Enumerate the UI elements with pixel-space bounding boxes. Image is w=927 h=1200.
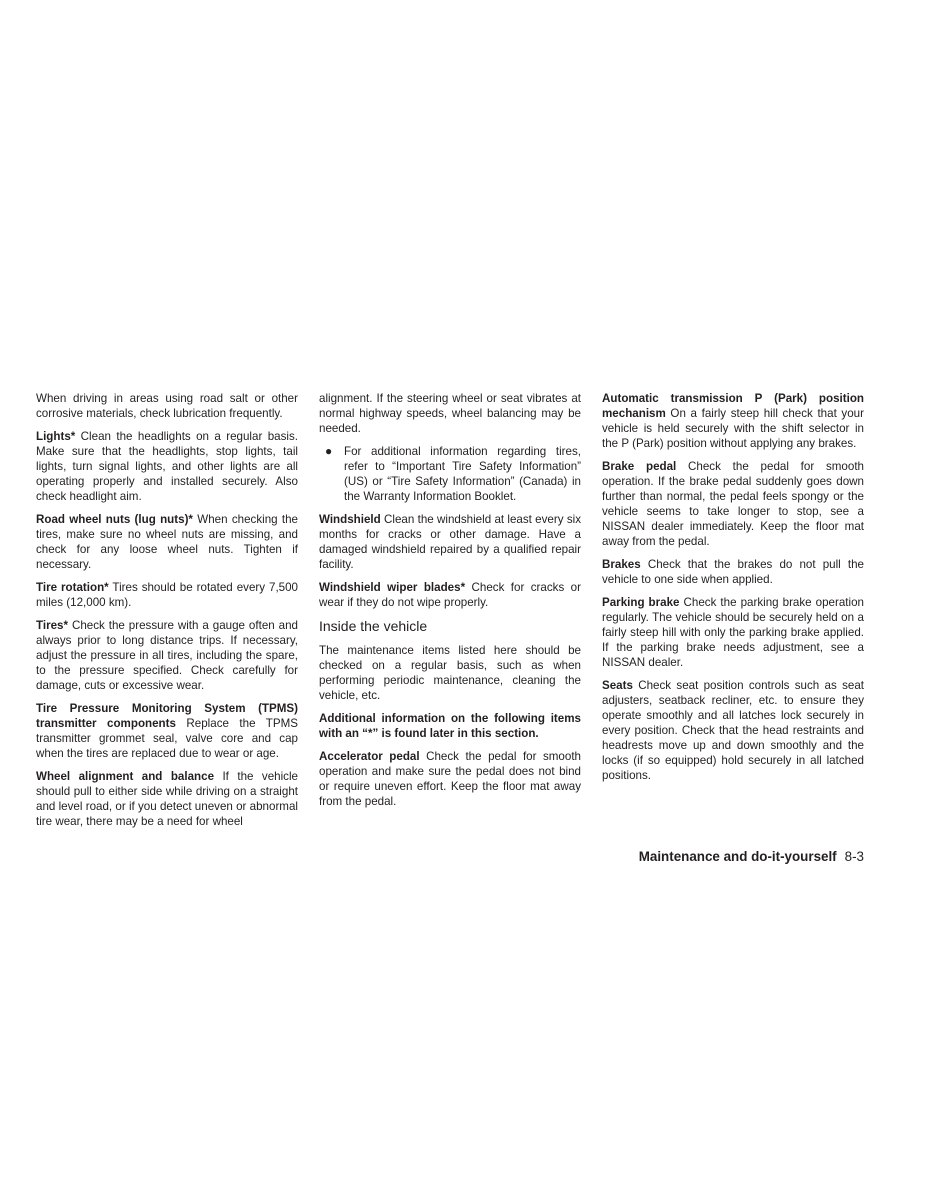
item-text: Clean the windshield at least every six months for cracks or other damage. Have a damaged windshield repaired by a qualified repair facility. [319,513,581,571]
item-lights [36,429,298,504]
item-term: Lights* [36,430,76,443]
item-text: Check the pressure with a gauge often and always prior to long distance trips. If necessary, adjust the pressure in all tires, including the spare, to the pressure specified. Check carefully for damage, cuts or excessive wear. [36,619,298,692]
item-text: Check for cracks or wear if they do not wipe properly. [319,581,581,609]
additional-info-note: Additional information on the following items with an “*” is found later in this section. [319,712,581,740]
item-brake-pedal [602,459,864,549]
item-text: Check seat position controls such as seat adjusters, seatback recliner, etc. to ensure they operate smoothly and all latches lock securely in every position. Check that the head restraints and headrests move up and down smoothly and the locks (if so equipped) hold securely in all latched positions. [602,679,864,782]
item-term: Tire rotation* [36,581,109,594]
item-text: When checking the tires, make sure no wheel nuts are missing, and check for any loose wheel nuts. Tighten if necessary. [36,513,298,571]
intro-paragraph: When driving in areas using road salt or other corrosive materials, check lubrication frequently. [36,392,298,420]
item-text: Check the parking brake operation regularly. The vehicle should be securely held on a fairly steep hill with only the parking brake applied. If the parking brake needs adjustment, see a NISSAN dealer. [602,596,864,669]
item-tire-rotation [36,580,298,610]
item-text: Check that the brakes do not pull the vehicle to one side when applied. [602,558,864,586]
page-footer [639,849,864,865]
item-text: On a fairly steep hill check that your vehicle is held securely with the shift selector in the P (Park) position without applying any brakes. [602,407,864,450]
item-wheel-alignment [36,769,298,829]
item-term: Parking brake [602,596,680,609]
section-title: Maintenance and do-it-yourself [638,849,837,864]
item-tires [36,618,298,693]
item-text: Tires should be rotated every 7,500 miles (12,000 km). [36,581,299,609]
item-brakes [602,557,864,587]
item-windshield [319,512,581,572]
item-term: Windshield [319,513,381,526]
item-road-wheel-nuts [36,512,298,572]
item-term: Windshield wiper blades* [319,581,466,594]
column-right [602,391,864,791]
page-number: 8-3 [844,849,864,864]
item-park-mechanism [602,391,864,451]
item-text: Check the pedal for smooth operation and make sure the pedal does not bind or require uneven effort. Keep the floor mat away from the pedal. [319,750,581,808]
bullet-text: For additional information regarding tires, refer to “Important Tire Safety Information” (US) or “Tire Safety Information” (Canada) in the Warranty Information Booklet. [344,445,581,503]
item-text: Replace the TPMS transmitter grommet seal, valve core and cap when the tires are replaced due to wear or age. [36,717,298,760]
item-term: Accelerator pedal [319,750,420,763]
item-term: Seats [602,679,633,692]
item-text: Check the pedal for smooth operation. If the brake pedal suddenly goes down further than normal, the pedal feels spongy or the vehicle seems to take longer to stop, see a NISSAN dealer immediately. Keep the floor mat away from the pedal. [602,460,864,548]
continuation-paragraph: alignment. If the steering wheel or seat vibrates at normal highway speeds, wheel balancing may be needed. [319,392,581,435]
item-tpms [36,701,298,761]
inside-intro-paragraph: The maintenance items listed here should be checked on a regular basis, such as when performing periodic maintenance, cleaning the vehicle, etc. [319,644,581,702]
item-seats [602,678,864,783]
item-term: Brakes [602,558,641,571]
column-middle [319,391,581,817]
item-accelerator-pedal [319,749,581,809]
item-term: Road wheel nuts (lug nuts)* [36,513,193,526]
item-text: Clean the headlights on a regular basis. Make sure that the headlights, stop lights, tail lights, turn signal lights, and other lights are all operating properly and installed securely. Also check headlight aim. [36,430,298,503]
item-text: If the vehicle should pull to either side while driving on a straight and level road, or if you detect uneven or abnormal tire wear, there may be a need for wheel [36,770,298,828]
item-parking-brake [602,595,864,670]
item-term: Tires* [36,619,69,632]
item-term: Tire Pressure Monitoring System (TPMS) transmitter components [36,702,298,730]
item-term: Automatic transmission P (Park) position mechanism [602,392,864,420]
column-left [36,391,298,837]
item-term: Wheel alignment and balance [36,770,215,783]
bullet-item [319,444,581,504]
item-term: Brake pedal [602,460,677,473]
section-subheading: Inside the vehicle [319,618,428,634]
bullet-dot-icon: ● [325,444,333,458]
item-wiper-blades [319,580,581,610]
